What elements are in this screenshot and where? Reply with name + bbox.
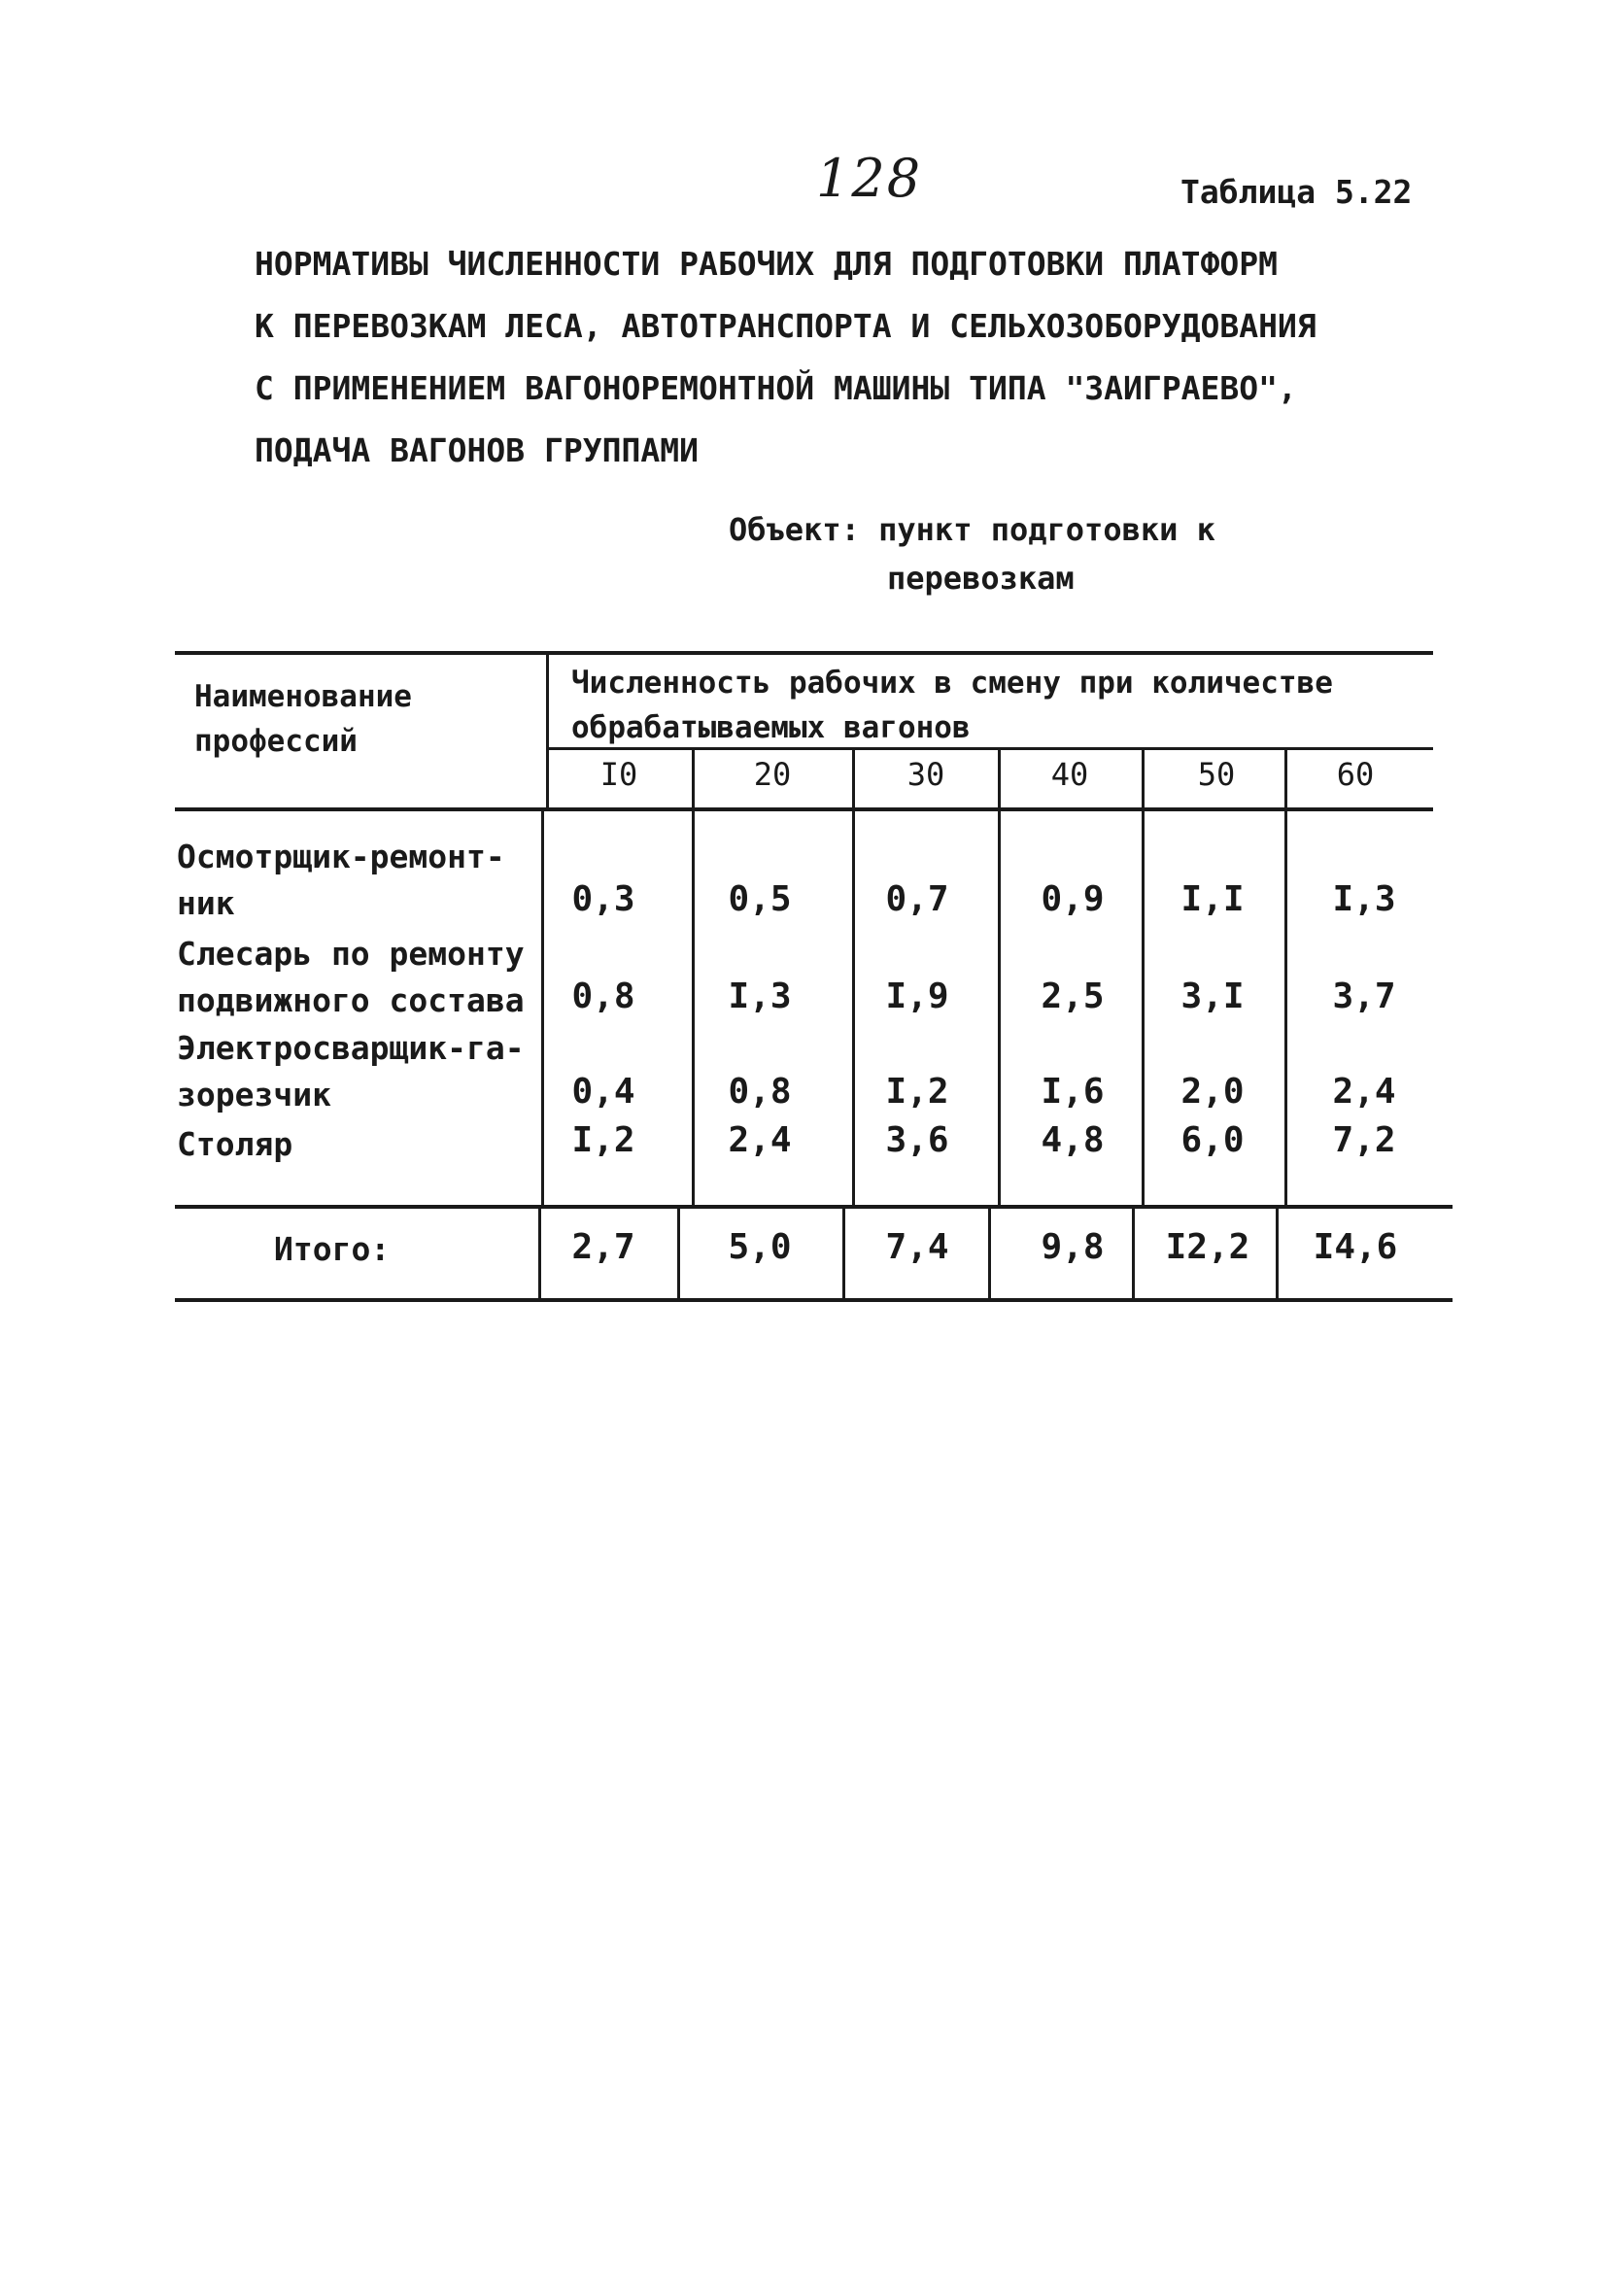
table-cell: 2,4 [1332,1072,1396,1112]
table-cell: 3,7 [1332,977,1396,1016]
total-top-rule [175,1205,1453,1209]
col-divider [1142,811,1145,1206]
title-line: НОРМАТИВЫ ЧИСЛЕННОСТИ РАБОЧИХ ДЛЯ ПОДГОТОВКИ ПЛАТФОРМ [255,245,1278,283]
table-cell: 4,8 [1041,1120,1105,1160]
row-name-line: Осмотрщик-ремонт- [177,838,505,875]
table-cell: 3,I [1180,977,1245,1016]
object-line-1: Объект: пункт подготовки к [729,511,1215,548]
group-header [571,661,1333,750]
table-cell: 0,8 [728,1072,792,1112]
row-name-line: ник [177,884,235,922]
total-cell: 7,4 [885,1227,949,1267]
total-cell: 9,8 [1041,1227,1105,1267]
table-cell: 0,7 [885,879,949,919]
col-divider [692,811,695,1206]
row-name-line: зорезчик [177,1076,331,1114]
table-cell: 0,3 [571,879,635,919]
object-caption [729,505,1215,602]
table-label: Таблица 5.22 [1180,173,1413,211]
table-cell: 2,0 [1180,1072,1245,1112]
table-top-rule [175,651,1433,655]
column-header: 20 [753,756,792,793]
table-cell: I,9 [885,977,949,1016]
title-line: С ПРИМЕНЕНИЕМ ВАГОНОРЕМОНТНОЙ МАШИНЫ ТИПА "ЗАИГРАЕВО", [255,369,1297,407]
document-title [255,233,1316,482]
title-line: К ПЕРЕВОЗКАМ ЛЕСА, АВТОТРАНСПОРТА И СЕЛЬХОЗОБОРУДОВАНИЯ [255,307,1316,345]
table-cell: 2,5 [1041,977,1105,1016]
title-line: ПОДАЧА ВАГОНОВ ГРУППАМИ [255,431,699,469]
row-name [177,834,505,927]
col-divider [842,1209,845,1299]
table-cell: 7,2 [1332,1120,1396,1160]
column-header: 50 [1197,756,1236,793]
object-line-2: перевозкам [887,560,1075,597]
col-divider [1142,750,1145,811]
col-divider [998,811,1001,1206]
table-bottom-rule [175,1298,1453,1302]
table-cell: 3,6 [885,1120,949,1160]
total-cell: I4,6 [1313,1227,1398,1267]
column-header: 60 [1336,756,1375,793]
col-divider [677,1209,680,1299]
table-cell: I,2 [885,1072,949,1112]
table-cell: I,I [1180,879,1245,919]
header-line: профессий [194,724,358,759]
row-name-line: Столяр [177,1125,293,1163]
table-cell: 0,8 [571,977,635,1016]
page-number: 128 [816,148,923,209]
col-divider [541,811,544,1206]
table-cell: I,6 [1041,1072,1105,1112]
col-divider [1132,1209,1135,1299]
col-divider [1276,1209,1279,1299]
col-divider [852,750,855,811]
table-cell: 6,0 [1180,1120,1245,1160]
header-line: обрабатываемых вагонов [571,710,971,745]
profession-header [194,674,412,764]
column-header: 40 [1050,756,1089,793]
header-line: Численность рабочих в смену при количестве [571,666,1333,701]
column-header: 30 [906,756,945,793]
col-divider [1284,750,1287,811]
row-name-line: Электросварщик-га- [177,1029,525,1067]
row-name-line: Слесарь по ремонту [177,935,525,973]
col-divider [546,653,549,811]
table-cell: I,3 [1332,879,1396,919]
row-name-line: подвижного состава [177,981,525,1019]
total-cell: 2,7 [571,1227,635,1267]
row-name [177,1025,525,1118]
table-cell: 0,9 [1041,879,1105,919]
header-bottom-rule [175,807,1433,811]
total-cell: I2,2 [1165,1227,1250,1267]
total-cell: 5,0 [728,1227,792,1267]
table-cell: I,2 [571,1120,635,1160]
column-header: I0 [599,756,638,793]
table-cell: 0,5 [728,879,792,919]
table-cell: I,3 [728,977,792,1016]
header-line: Наименование [194,679,412,714]
col-divider [692,750,695,811]
table-cell: 0,4 [571,1072,635,1112]
total-label: Итого: [274,1230,391,1268]
row-name [177,931,525,1024]
row-name [177,1121,292,1168]
col-divider [998,750,1001,811]
col-divider [1284,811,1287,1206]
col-divider [538,1209,541,1299]
col-divider [988,1209,991,1299]
table-cell: 2,4 [728,1120,792,1160]
col-divider [852,811,855,1206]
